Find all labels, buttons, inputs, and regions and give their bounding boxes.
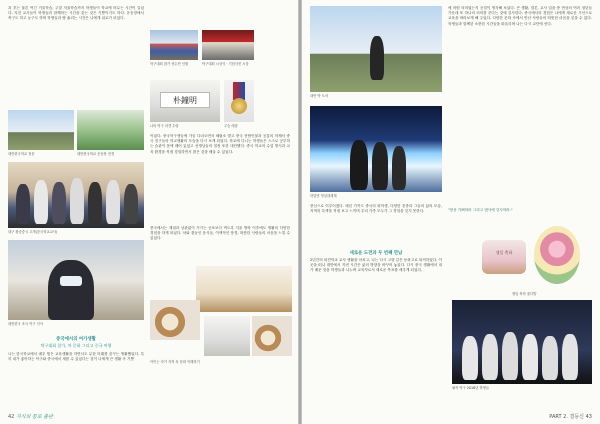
left-col2-text: 이었다. 중국학구생들에 가끔 다녀오면서 혜림소 발고 중국 종합인물과 공통의 학제서 중국 친구들의 학교생활의 모습을 다시 보게 되었다. 학교에 다니는 학생들은 스스로 공부하는 습관이 몸에 배어 있었고 선생님들의 열정 또한 대단했다. 중국 학교의 수업 방식과 교육 환경을 직접 경험하면서 많은 것을 배울 수 있었다. <box>150 134 290 154</box>
caption-group-photo: 대구 왕슴중국 고객(중국학교교사) <box>8 230 58 234</box>
caption-ice-festival: 하얼빈 빙설대세계 <box>310 194 337 198</box>
right-page-number: 43 <box>585 414 592 420</box>
caption-school-gate: 대만한국학교 정문 <box>8 152 35 156</box>
sidebar-title: 중국에서의 여가생활 <box>56 337 96 342</box>
right-page <box>302 0 600 424</box>
caption-tournament-team: 학구대회 참가 선수단 인원 <box>150 62 189 66</box>
right-col1-bottom-text: 2년간의 파견학교 교사 생활을 마치고, 나는 다시 고향 같은 동화고로 복직하였다. 이 곳을 떠나 대만에서 지낸 시간은 삶의 방향을 바꾸어 놓았다. 다시 중국 생활에서 내가 배운 것을 학생들과 나누며 교육자로서 새로운 목표를 세우게 되었다. <box>310 258 442 273</box>
left-page-number <box>8 413 53 420</box>
left-col1-top-text: 과 후는 물론 여긴 거울학습, 주말 자율학습까지 학생들이 학교에 머무는 시간이 길었다. 지친 교사들이 학생들과 함께하는 시간을 갖는 것은 기쁨이기도 하다. 운동장에서 축구도 하고 농구도 하며 학생들과 땀 흘리는 시간은 나에게 위로가 되었다. <box>8 6 144 21</box>
school-gate-photo <box>8 110 74 150</box>
quote-text: "항상 기뻐하라 그리고 범사에 감사하라." <box>448 208 513 212</box>
street-photo <box>8 240 144 320</box>
left-col2-bottom-text: 중국에서는 계절과 상관없이 거기는 공포보다 먹도록 겨울 방학 이후에도 생활의 다양한 경험을 하게 되었다. 차와 곁들인 음식들, 이색적인 풍경, 따뜻한 사람들의 마음을 느낄 수 있었다. <box>150 226 290 241</box>
right-sidebar-title: 새로운 도전과 두 번째 만남 <box>349 251 403 256</box>
classroom-photo <box>452 300 592 384</box>
caption-street-photo: 대만한국 조국 탁구 인사 <box>8 322 43 326</box>
caption-school-field: 대만한국학교 운동장 전경 <box>77 152 115 156</box>
right-col1-text: 중심으로 이루어졌다. 매년 가족도 중국의 화학생, 다양한 친중과 그들의 삶의 모습, 지역의 특색을 직접 보고 느끼며 우리 가족 모두가 그 경험을 잊지 못한다. <box>310 204 442 214</box>
left-page <box>0 0 298 424</box>
right-page-footer <box>549 413 592 420</box>
medal-photo <box>224 80 254 122</box>
food-photo <box>252 316 292 356</box>
dish-photo <box>204 316 250 356</box>
tea-cup-photo <box>150 300 200 340</box>
name-sign-photo <box>150 80 220 122</box>
tea-set-photo <box>196 266 292 312</box>
cake-text: 생일 축하 <box>495 250 513 255</box>
ice-festival-photo <box>310 106 442 192</box>
group-photo <box>8 162 144 228</box>
caption-classroom: 필자 탁구 2016년 학생들 <box>452 386 490 390</box>
tournament-team-photo <box>150 30 198 60</box>
awards-ceremony-photo <box>202 30 254 60</box>
caption-travel-photo: 대만 박 도서 <box>310 94 329 98</box>
caption-birthday: 생일 축하 꽃다발 <box>512 292 537 296</box>
magazine-name: 지식의 통로 출판 <box>15 414 53 420</box>
sidebar-subtitle: 탁구대회 참가, 차 문화 그리고 중국 여행 <box>40 343 112 348</box>
left-page-number-value: 42 <box>8 414 15 420</box>
travel-photo <box>310 6 442 92</box>
left-bottom-text: 나는 한국학교에서 매우 힘든 교육생활을 하면서도 무한 미래를 꿈꾸는 생활했었다. 특히 내가 좋아하는 탁구와 중국에서 새롭 수 있었다는 것이 나에게 큰 생활 속 기쁨 <box>8 352 144 362</box>
name-sign-text: 朴鐘明 <box>160 92 210 108</box>
part-label: PART 2. 결등신 <box>549 414 585 420</box>
caption-name-sign: 나의 탁구 라켓 수령 <box>150 124 179 128</box>
caption-medal: 우승 메달 <box>224 124 238 128</box>
right-col2-text: 에 어떤 의미였는지 공결이 생각해 보았다. 큰 생활, 결론, 교사 업을 중 만큼의 여러 청년들 가운데 또 하나의 의미를 준다는 것에 감사한다. 중국에서의 경험은 나에게 새로운 시선으로 교육을 바라보게 해 주었다. 다양한 문화 속에서 만난 사람들의 따뜻한 마음을 잊을 수 없다. 학생들과 함께한 소중한 시간들을 떠올리며 나는 다시 교단에 선다. <box>448 6 592 26</box>
birthday-photo <box>464 220 584 292</box>
caption-awards-ceremony: 탁구대회 시상식 · 기념사진 시상 <box>202 62 249 66</box>
school-field-photo <box>77 110 144 150</box>
caption-tea-culture: 아이는 자기 지역 차 문화 이해하기 <box>150 360 200 364</box>
